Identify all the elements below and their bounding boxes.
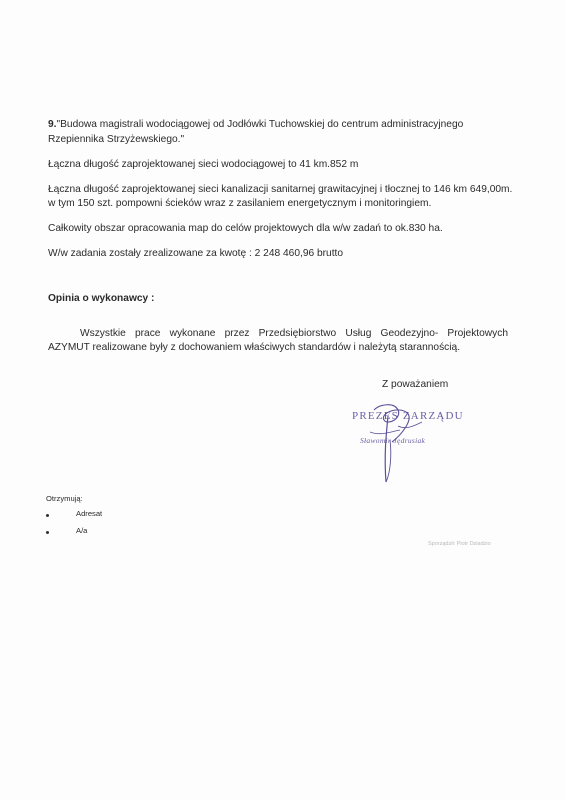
opinion-line1: Wszystkie prace wykonane przez Przedsiębiorstwo Usług Geodezyjno- Projektowych	[80, 328, 508, 339]
project-title-line1	[48, 118, 463, 132]
stamp-title: PREZES ZARZĄDU	[352, 410, 464, 422]
project-number: 9.	[48, 119, 57, 130]
pump-stations: w tym 150 szt. pompowni ścieków wraz z zasilaniem energetycznym i monitoringiem.	[48, 198, 432, 209]
project-title-text: "Budowa magistrali wodociągowej od Jodłówki Tuchowskiej do centrum administracyjnego	[56, 119, 464, 130]
recipient-item: A/a	[76, 526, 88, 535]
signature-icon	[340, 396, 460, 488]
water-network-length: Łączna długość zaprojektowanej sieci wodociągowej to 41 km.852 m	[48, 159, 359, 170]
total-cost: W/w zadania zostały zrealizowane za kwotę : 2 248 460,96 brutto	[48, 248, 344, 259]
opinion-line2: AZYMUT realizowane były z dochowaniem właściwych standardów i należytą starannością.	[48, 342, 461, 353]
recipients-heading: Otrzymują:	[46, 494, 83, 503]
opinion-heading: Opinia o wykonawcy :	[48, 293, 155, 304]
bullet-icon	[46, 514, 49, 517]
prepared-by: Sporządził: Piotr Dziadzio	[428, 541, 491, 547]
project-title-line2: Rzepiennika Strzyżewskiego."	[48, 134, 185, 145]
stamp-name: Sławomir Jędrusiak	[360, 436, 426, 445]
sewage-network-length: Łączna długość zaprojektowanej sieci kanalizacji sanitarnej grawitacyjnej i tłocznej to 146 km 649,00m.	[48, 184, 513, 195]
closing-greeting: Z poważaniem	[382, 379, 449, 390]
recipient-item: Adresat	[76, 509, 103, 518]
bullet-icon	[46, 531, 49, 534]
survey-area: Całkowity obszar opracowania map do celów projektowych dla w/w zadań to ok.830 ha.	[48, 223, 443, 234]
